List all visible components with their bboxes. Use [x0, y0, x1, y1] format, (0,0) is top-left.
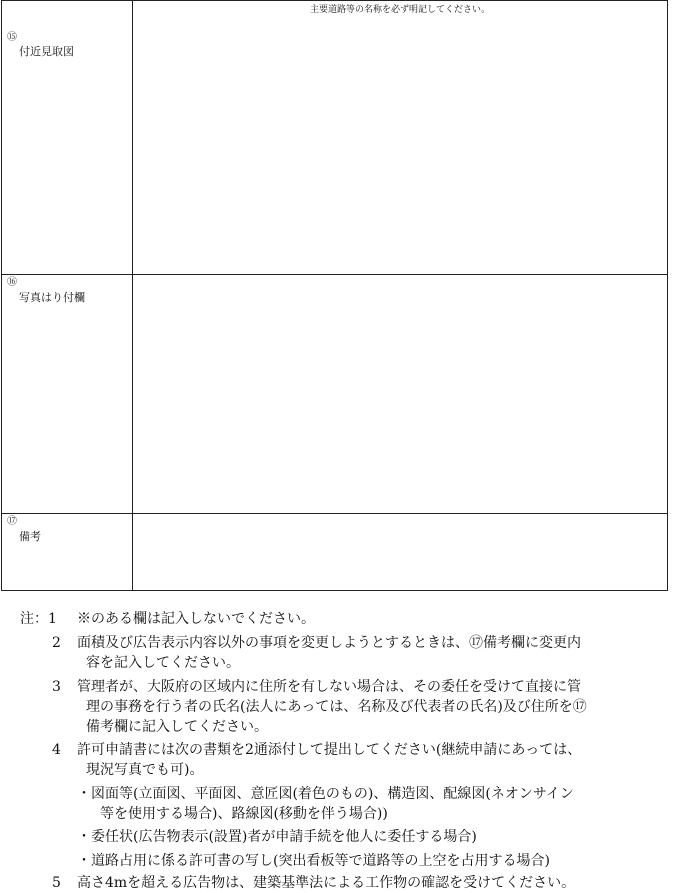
note-3-line-3: 備考欄に記入してください。 [86, 719, 268, 735]
note-4-line-1: 許可申請書には次の書類を2通添付して提出してください(継続申請にあっては、 [77, 742, 582, 758]
note-3-number: 3 [52, 679, 61, 695]
note-5-line-1: 高さ4mを超える広告物は、建築基準法による工作物の確認を受けてください。 [77, 875, 576, 891]
notes-prefix: 注：1 [20, 611, 57, 627]
label-column-divider [132, 1, 133, 590]
note-4-bullet-1-line-1: ・図面等(立面図、平面図、意匠図(着色のもの)、構造図、配線図(ネオンサイン [77, 786, 574, 802]
note-2-number: 2 [52, 635, 61, 651]
note-2-line-2: 容を記入してください。 [86, 655, 240, 671]
note-4-bullet-3: ・道路占用に係る許可書の写し(突出看板等で道路等の上空を占用する場合) [77, 853, 550, 869]
note-4-line-2: 現況写真でも可)。 [86, 762, 204, 778]
map-section-number: ⑮ [7, 32, 17, 43]
map-instruction-note: 主要道路等の名称を必ず明記してください。 [309, 5, 490, 15]
map-section-label: 付近見取図 [19, 45, 74, 58]
note-4-bullet-1-line-2: 等を使用する場合)、路線図(移動を伴う場合)) [100, 806, 388, 822]
note-4-bullet-2: ・委任状(広告物表示(設置)者が申請手続を他人に委任する場合) [77, 829, 477, 845]
remarks-label-cell [2, 513, 132, 591]
photo-section-label: 写真はり付欄 [19, 291, 85, 304]
remarks-section-number: ⑰ [7, 516, 17, 527]
photo-label-cell [2, 274, 132, 513]
photo-section-number: ⑯ [7, 277, 17, 288]
note-4-number: 4 [52, 742, 61, 758]
note-5-number: 5 [52, 875, 61, 891]
note-3-line-1: 管理者が、大阪府の区域内に住所を有しない場合は、その委任を受けて直接に管 [77, 679, 581, 695]
remarks-section-label: 備考 [19, 530, 41, 543]
application-form-table [1, 0, 668, 591]
note-3-line-2: 理の事務を行う者の氏名(法人にあっては、名称及び代表者の氏名)及び住所を⑰ [86, 699, 587, 715]
note-2-line-1: 面積及び広告表示内容以外の事項を変更しようとするときは、⑰備考欄に変更内 [77, 635, 581, 651]
note-1-text: ※のある欄は記入しないでください。 [77, 611, 315, 627]
map-label-cell [2, 1, 132, 274]
